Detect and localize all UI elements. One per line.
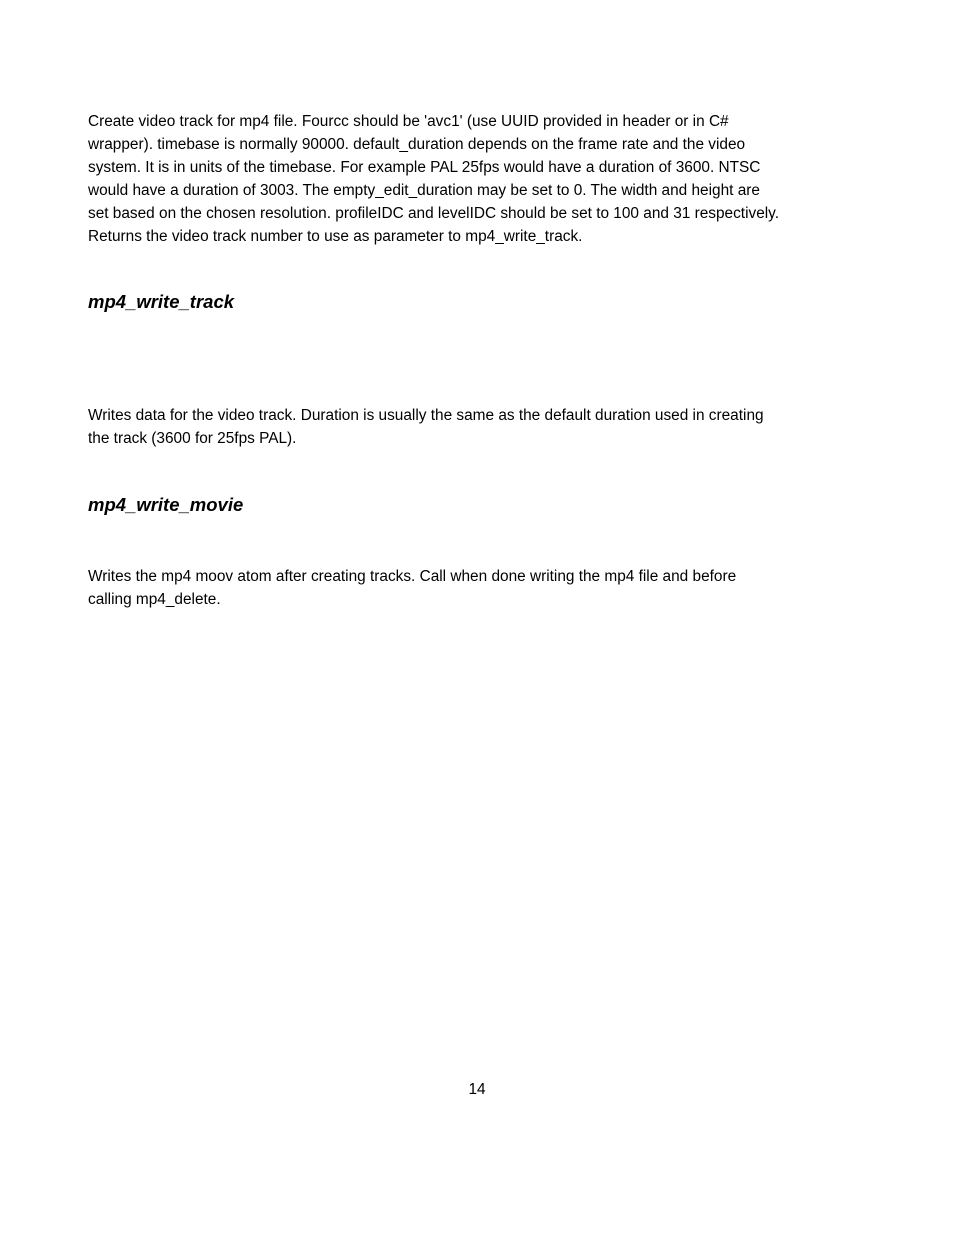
text-line: would have a duration of 3003. The empty_edit_duration may be set to 0. The width and height are — [88, 182, 760, 199]
text-line: set based on the chosen resolution. profileIDC and levelIDC should be set to 100 and 31 respectively. — [88, 205, 779, 222]
page-number: 14 — [468, 1081, 486, 1098]
mp4-write-track-heading: mp4_write_track — [88, 291, 235, 312]
mp4-write-track-description — [88, 404, 868, 450]
mp4-write-movie-description — [88, 565, 868, 611]
text-line: Create video track for mp4 file. Fourcc should be 'avc1' (use UUID provided in header or in C# — [88, 113, 729, 130]
text-line: system. It is in units of the timebase. For example PAL 25fps would have a duration of 3600. NTSC — [88, 159, 761, 176]
text-line: the track (3600 for 25fps PAL). — [88, 430, 297, 447]
text-line: Returns the video track number to use as parameter to mp4_write_track. — [88, 228, 583, 245]
text-line: calling mp4_delete. — [88, 591, 221, 608]
text-line: Writes the mp4 moov atom after creating tracks. Call when done writing the mp4 file and before — [88, 568, 737, 585]
text-line: wrapper). timebase is normally 90000. default_duration depends on the frame rate and the video — [88, 136, 746, 153]
mp4-write-movie-heading: mp4_write_movie — [88, 494, 244, 515]
create-video-track-description — [88, 110, 868, 248]
text-line: Writes data for the video track. Duration is usually the same as the default duration used in creating — [88, 407, 764, 424]
